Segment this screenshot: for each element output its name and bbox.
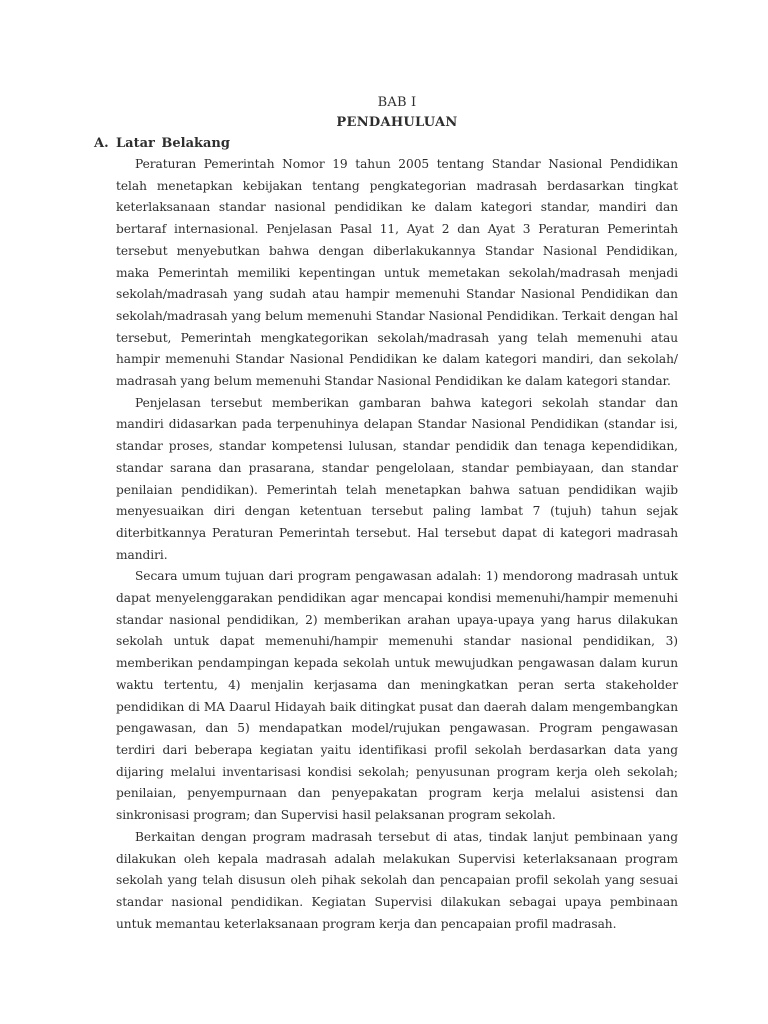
section-letter: A. — [94, 136, 109, 151]
section-title: Latar Belakang — [116, 136, 230, 151]
document-page — [94, 92, 678, 935]
section-heading — [94, 133, 678, 154]
paragraph: Peraturan Pemerintah Nomor 19 tahun 2005 tentang Standar Nasional Pendidikan telah menetapkan kebijakan tentang pengkategorian madrasah berdasarkan tingkat keterlaksanaan standar nasional pendidikan ke dalam kategori standar, mandiri dan bertaraf internasional. Penjelasan Pasal 11, Ayat 2 dan Ayat 3 Peraturan Pemerintah tersebut menyebutkan bahwa dengan diberlakukannya Standar Nasional Pendidikan, maka Pemerintah memiliki kepentingan untuk memetakan sekolah/madrasah menjadi sekolah/madrasah yang sudah atau hampir memenuhi Standar Nasional Pendidikan dan sekolah/madrasah yang belum memenuhi Standar Nasional Pendidikan. Terkait dengan hal tersebut, Pemerintah mengkategorikan sekolah/madrasah yang telah memenuhi atau hampir memenuhi Standar Nasional Pendidikan ke dalam kategori mandiri, dan sekolah/ madrasah yang belum memenuhi Standar Nasional Pendidikan ke dalam kategori standar. — [116, 157, 678, 389]
paragraph: Penjelasan tersebut memberikan gambaran bahwa kategori sekolah standar dan mandiri didasarkan pada terpenuhinya delapan Standar Nasional Pendidikan (standar isi, standar proses, standar kompetensi lulusan, standar pendidik dan tenaga kependidikan, standar sarana dan prasarana, standar pengelolaan, standar pembiayaan, dan standar penilaian pendidikan). Pemerintah telah menetapkan bahwa satuan pendidikan wajib menyesuaikan diri dengan ketentuan tersebut paling lambat 7 (tujuh) tahun sejak diterbitkannya Peraturan Pemerintah tersebut. Hal tersebut dapat di kategori madrasah mandiri. — [116, 395, 678, 562]
chapter-title: PENDAHULUAN — [336, 115, 458, 130]
chapter-label: BAB I — [377, 95, 417, 110]
paragraph: Berkaitan dengan program madrasah tersebut di atas, tindak lanjut pembinaan yang dilakukan oleh kepala madrasah adalah melakukan Supervisi keterlaksanaan program sekolah yang telah disusun oleh pihak sekolah dan pencapaian profil sekolah yang sesuai standar nasional pendidikan. Kegiatan Supervisi dilakukan sebagai upaya pembinaan untuk memantau keterlaksanaan program kerja dan pencapaian profil madrasah. — [116, 829, 678, 931]
paragraph: Secara umum tujuan dari program pengawasan adalah: 1) mendorong madrasah untuk dapat menyelenggarakan pendidikan agar mencapai kondisi memenuhi/hampir memenuhi standar nasional pendidikan, 2) memberikan arahan upaya-upaya yang harus dilakukan sekolah untuk dapat memenuhi/hampir memenuhi standar nasional pendidikan, 3) memberikan pendampingan kepada sekolah untuk mewujudkan pengawasan dalam kurun waktu tertentu, 4) menjalin kerjasama dan meningkatkan peran serta stakeholder pendidikan di MA Daarul Hidayah baik ditingkat pusat dan daerah dalam mengembangkan pengawasan, dan 5) mendapatkan model/rujukan pengawasan. Program pengawasan terdiri dari beberapa kegiatan yaitu identifikasi profil sekolah berdasarkan data yang dijaring melalui inventarisasi kondisi sekolah; penyusunan program kerja oleh sekolah; penilaian, penyempurnaan dan penyepakatan program kerja melalui asistensi dan sinkronisasi program; dan Supervisi hasil pelaksanan program sekolah. — [116, 569, 678, 823]
